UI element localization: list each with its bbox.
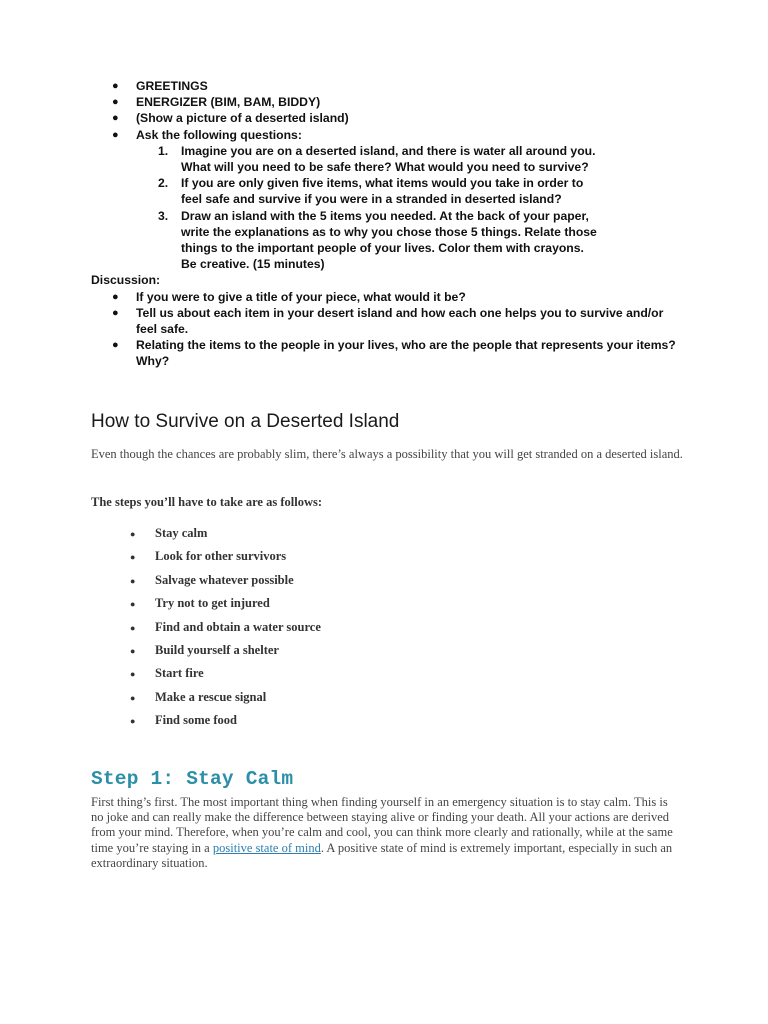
activity-bullet xyxy=(0,94,768,110)
steps-heading: The steps you’ll have to take are as follows: xyxy=(91,495,323,509)
bullet-icon: ● xyxy=(130,552,136,563)
step-list-item xyxy=(0,595,768,618)
step-text: Find some food xyxy=(155,713,237,728)
discussion-bullet xyxy=(0,289,768,305)
question-number: 3. xyxy=(158,208,169,223)
step-text: Build yourself a shelter xyxy=(155,642,279,657)
discussion-bullet xyxy=(0,337,768,369)
bullet-icon: ● xyxy=(112,306,119,319)
article-title: How to Survive on a Deserted Island xyxy=(91,411,400,432)
activity-bullet-list xyxy=(0,78,768,272)
bullet-icon: ● xyxy=(130,692,136,703)
step-text: Find and obtain a water source xyxy=(155,619,321,634)
bullet-text: Ask the following questions: xyxy=(136,127,302,142)
question-item xyxy=(0,175,688,207)
bullet-icon: ● xyxy=(112,128,119,141)
step-text: Stay calm xyxy=(155,526,208,540)
question-list xyxy=(0,143,688,273)
step-list-item xyxy=(0,619,768,642)
activity-bullet xyxy=(0,78,768,94)
step-list-item xyxy=(0,712,768,735)
bullet-icon: ● xyxy=(130,622,136,633)
discussion-bullet-list xyxy=(0,289,768,370)
step-list-item xyxy=(0,525,768,548)
step-text: Salvage whatever possible xyxy=(155,572,294,587)
article-intro: Even though the chances are probably slim, there’s always a possibility that you will get stranded on a deserted island. xyxy=(91,447,683,461)
step-list-item xyxy=(0,548,768,571)
activity-bullet xyxy=(0,110,768,126)
question-item xyxy=(0,208,688,273)
steps-list xyxy=(0,525,768,736)
bullet-icon: ● xyxy=(112,80,119,92)
question-number: 1. xyxy=(158,143,169,158)
discussion-bullet xyxy=(0,305,768,337)
step1-body-text: First thing’s first. The most important thing when finding yourself in an emergency situation is to stay calm. This is no joke and can really make the difference between staying alive or finding your death. All your actions are derived from your mind. Therefore, when you’re calm and cool, you can think more clearly and rationally, while at the same time you’re staying in a xyxy=(91,795,673,855)
bullet-text: Relating the items to the people in your lives, who are the people that represents your items? Why? xyxy=(136,338,676,369)
bullet-text: GREETINGS xyxy=(136,79,208,93)
question-text: Draw an island with the 5 items you needed. At the back of your paper, write the explanations as to why you chose those 5 things. Relate those things to the important people of your lives. Color them with crayons. Be creative. (15 minutes) xyxy=(181,208,597,272)
bullet-text: Tell us about each item in your desert island and how each one helps you to survive and/or feel safe. xyxy=(136,305,664,337)
bullet-icon: ● xyxy=(130,529,136,539)
bullet-icon: ● xyxy=(130,645,136,656)
step-list-item xyxy=(0,642,768,665)
bullet-icon: ● xyxy=(130,716,136,727)
bullet-icon: ● xyxy=(112,96,119,109)
step1-heading: Step 1: Stay Calm xyxy=(91,768,294,790)
discussion-label: Discussion: xyxy=(91,273,161,288)
step-list-item xyxy=(0,572,768,595)
lesson-plan-section xyxy=(0,78,768,370)
activity-bullet xyxy=(0,127,768,273)
bullet-icon: ● xyxy=(130,599,136,610)
step-text: Make a rescue signal xyxy=(155,689,267,704)
bullet-icon: ● xyxy=(112,339,119,352)
step-text: Try not to get injured xyxy=(155,596,270,611)
step-text: Start fire xyxy=(155,666,204,681)
question-number: 2. xyxy=(158,176,169,191)
question-text: If you are only given five items, what items would you take in order to feel safe and survive if you were in a stranded in deserted island? xyxy=(181,176,584,207)
step-text: Look for other survivors xyxy=(155,549,287,564)
question-item xyxy=(0,143,688,175)
question-text: Imagine you are on a deserted island, and there is water all around you. What will you need to be safe there? What would you need to survive? xyxy=(181,143,596,175)
step-list-item xyxy=(0,665,768,688)
step1-body xyxy=(91,795,681,871)
bullet-icon: ● xyxy=(130,669,136,680)
positive-state-of-mind-link[interactable]: positive state of mind xyxy=(212,840,321,855)
bullet-icon: ● xyxy=(130,575,136,586)
bullet-icon: ● xyxy=(112,112,119,125)
bullet-text: (Show a picture of a deserted island) xyxy=(136,111,349,126)
bullet-text: ENERGIZER (BIM, BAM, BIDDY) xyxy=(136,95,321,110)
step-list-item xyxy=(0,689,768,712)
bullet-icon: ● xyxy=(112,290,119,303)
bullet-text: If you were to give a title of your piece, what would it be? xyxy=(136,289,466,304)
step1-body-text-end: . A positive state of mind is extremely important, especially in such an extraordinary situation. xyxy=(91,840,673,870)
